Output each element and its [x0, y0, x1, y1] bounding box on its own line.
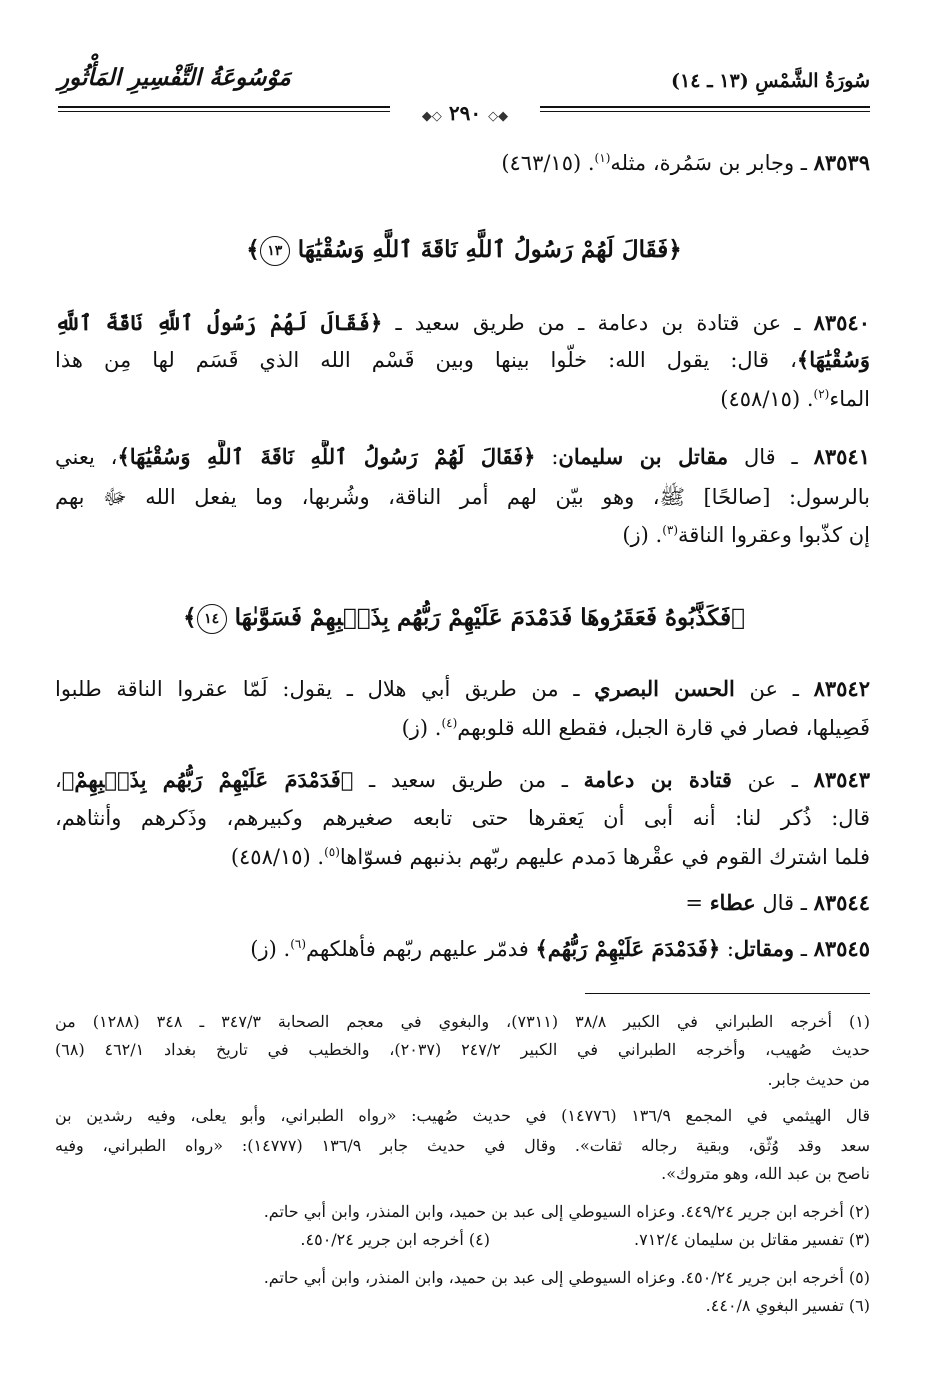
narrator-name: قتادة بن دعامة [583, 767, 732, 792]
narration-83540-line-3: الماء$^{(٢)}$. (٤٥٨/١٥) [720, 387, 870, 411]
narration-83540-line-2: وَسُقْيَٰهَا﴾، قال: يقول الله: خلّوا بينها وبين قَسْم الله الذي قَسَم لها مِن هذا [55, 347, 870, 372]
narration-83540-line-1: ٨٣٥٤٠ ـ عن قتادة بن دعامة ـ من طريق سعيد ـ ﴿فَقَالَ لَهُمْ رَسُولُ ٱللَّهِ نَاقَةَ ٱللَّهِ [55, 310, 870, 335]
footnote-6: (٦) تفسير البغوي ٤٤٠/٨. [705, 1296, 870, 1315]
ornament-icon: ◇◆ [421, 109, 442, 124]
verse-14: ﴿فَكَذَّبُوهُ فَعَقَرُوهَا فَدَمْدَمَ عَلَيْهِمْ رَبُّهُم بِذَنۢبِهِمْ فَسَوَّىٰهَا ١٤﴾ [58, 598, 870, 638]
narration-83539: ٨٣٥٣٩ ـ وجابر بن سَمُرة، مثله$^{(١)}$. (٤٦٣/١٥) [501, 150, 870, 175]
narrator-name: عطاء [709, 890, 756, 915]
verse-13: ﴿فَقَالَ لَهُمْ رَسُولُ ٱللَّهِ نَاقَةَ ٱللَّهِ وَسُقْيَٰهَا ١٣﴾ [58, 230, 870, 270]
page-number: ◆◇ ٢٩٠ ◇◆ [390, 98, 540, 128]
narration-83543-line-1: ٨٣٥٤٣ ـ عن قتادة بن دعامة ـ من طريق سعيد ـ ﴿فَدَمْدَمَ عَلَيْهِمْ رَبُّهُم بِذَنۢبِهِمْ﴾، [55, 767, 870, 792]
narrator-name: ومقاتل [733, 936, 795, 961]
footnote-ref[interactable]: (٦) [290, 937, 307, 951]
footnote-1-line-6: ناصح بن عبد الله، وهو متروك». [661, 1164, 870, 1183]
footnote-ref[interactable]: (٤) [441, 716, 458, 730]
footnote-1-line-2: حديث صُهيب، وأخرجه الطبراني في الكبير ٢٤٧/٢ (٢٠٣٧)، والخطيب في تاريخ بغداد ٤٦٢/١ (٦٨) [55, 1040, 870, 1059]
footnote-ref[interactable]: (٣) [662, 523, 679, 537]
narration-83545: ٨٣٥٤٥ ـ ومقاتل: ﴿فَدَمْدَمَ عَلَيْهِمْ رَبُّهُم﴾ فدمّر عليهم ربّهم فأهلكهم$^{(٦)}$. (ز) [250, 936, 870, 961]
narrator-name: مقاتل بن سليمان [558, 444, 729, 469]
narration-83542-line-1: ٨٣٥٤٢ ـ عن الحسن البصري ـ من طريق أبي هلال ـ يقول: لَمّا عقروا الناقة طلبوا [55, 676, 870, 701]
verse-number-mark: ١٤ [197, 604, 227, 634]
footnote-5: (٥) أخرجه ابن جرير ٤٥٠/٢٤. وعزاه السيوطي إلى عبد بن حميد، وابن المنذر، وابن أبي حاتم. [263, 1268, 870, 1287]
running-header [58, 62, 870, 102]
footnote-separator [585, 993, 870, 994]
footnote-ref[interactable]: (١) [594, 151, 611, 165]
narrator-name: الحسن البصري [594, 676, 735, 701]
footnote-ref[interactable]: (٢) [813, 387, 830, 401]
narration-83541-line-2: بالرسول: [صالحًا] ﷺ، وهو بيّن لهم أمر الناقة، وشُربها، وما يفعل الله ﷻ بهم [55, 485, 870, 509]
ornament-icon: ◆◇ [488, 109, 509, 124]
narration-83543-line-2: قال: ذُكر لنا: أنه أبى أن يَعقرها حتى تابعه صغيرهم وكبيرهم، وذَكرهم وأنثاهم، [55, 806, 870, 830]
footnote-ref[interactable]: (٥) [324, 845, 340, 859]
footnote-1-line-3: من حديث جابر. [767, 1070, 870, 1089]
surah-title: سُورَةُ الشَّمْسِ (١٣ ـ ١٤) [671, 70, 870, 92]
footnote-2: (٢) أخرجه ابن جرير ٤٤٩/٢٤. وعزاه السيوطي إلى عبد بن حميد، وابن المنذر، وابن أبي حاتم. [263, 1202, 870, 1221]
narration-83541-line-3: إن كذّبوا وعقروا الناقة$^{(٣)}$. (ز) [622, 523, 870, 547]
verse-number-mark: ١٣ [260, 236, 290, 266]
narration-83543-line-3: فلما اشترك القوم في عقْرها دَمدم عليهم ربّهم بذنبهم فسوّاها$^{(٥)}$. (٤٥٨/١٥) [230, 845, 870, 869]
footnote-4: (٤) أخرجه ابن جرير ٤٥٠/٢٤. [300, 1230, 490, 1249]
footnote-3: (٣) تفسير مقاتل بن سليمان ٧١٢/٤. [634, 1230, 870, 1249]
narration-83544: ٨٣٥٤٤ ـ قال عطاء = [685, 890, 870, 915]
narration-83541-line-1: ٨٣٥٤١ ـ قال مقاتل بن سليمان: ﴿فَقَالَ لَهُمْ رَسُولُ ٱللَّهِ نَاقَةَ ٱللَّهِ وَسُقْيَٰهَا﴾، يعني [55, 444, 870, 469]
footnote-1-line-1: (١) أخرجه الطبراني في الكبير ٣٨/٨ (٧٣١١)، والبغوي في معجم الصحابة ٣٤٧/٣ ـ ٣٤٨ (١٢٨٨) من [55, 1012, 870, 1031]
narration-83542-line-2: فَصِيلها، فصار في قارة الجبل، فقطع الله قلوبهم$^{(٤)}$. (ز) [401, 716, 870, 740]
footnote-1-line-5: سعد وقد وُثّق، وبقية رجاله ثقات». وقال في حديث جابر ١٣٦/٩ (١٤٧٧٧): «رواه الطبراني، وفيه [55, 1136, 870, 1155]
footnote-1-line-4: قال الهيثمي في المجمع ١٣٦/٩ (١٤٧٧٦) في حديث صُهيب: «رواه الطبراني، وأبو يعلى، وفيه رشدين بن [55, 1106, 870, 1125]
book-title: مَوْسُوعَةُ التَّفْسِيرِ المَأْثُورِ [58, 64, 291, 91]
